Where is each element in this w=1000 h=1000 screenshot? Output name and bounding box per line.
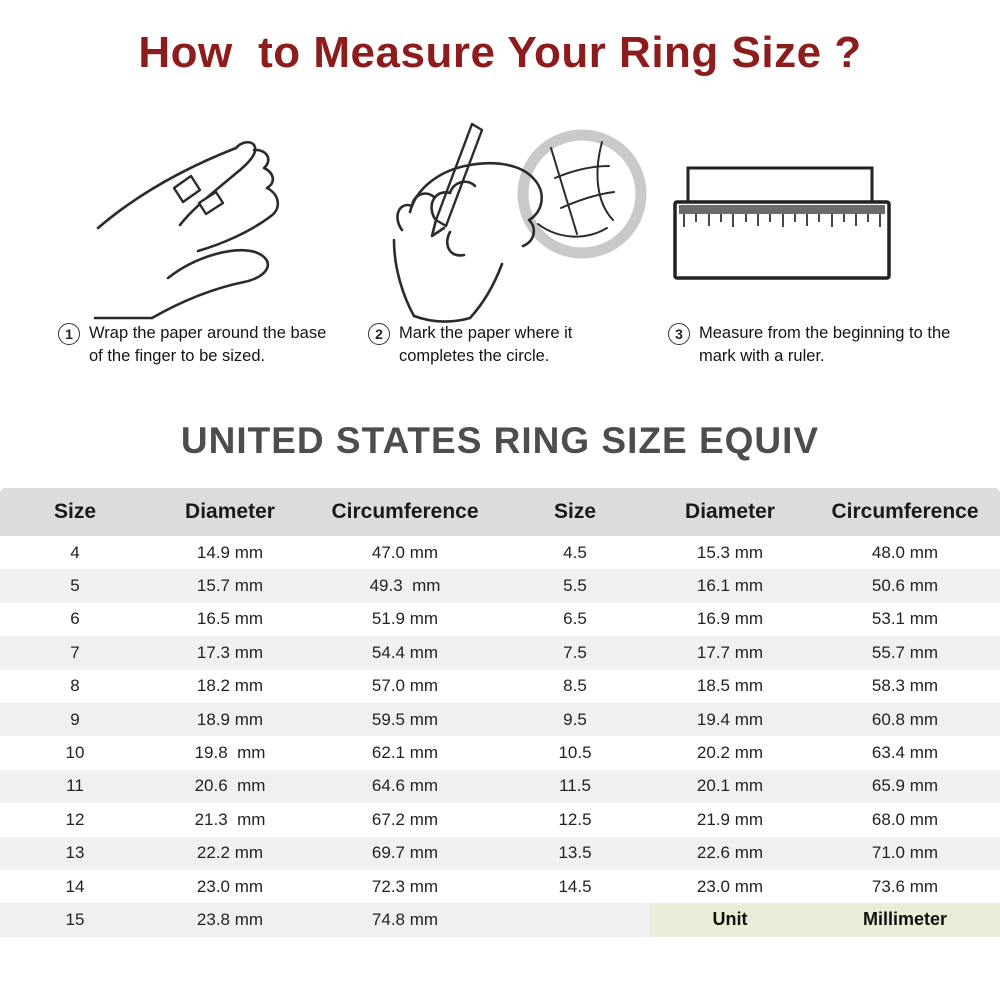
table-cell: 23.8 mm [196,909,264,929]
ring-size-table-body [0,536,1000,937]
table-cell: 55.7 mm [871,642,939,662]
table-cell: 22.2 mm [196,843,264,863]
step-3-text: Measure from the beginning to the mark with a ruler. [699,324,951,365]
table-cell: 14.9 mm [196,542,264,562]
table-cell: 16.9 mm [696,609,764,629]
unit-value-cell: Millimeter [810,903,1000,936]
table-cell: 63.4 mm [871,743,939,763]
table-cell: 60.8 mm [871,709,939,729]
table-cell: 23.0 mm [696,876,764,896]
step-3-number-badge: 3 [668,323,690,345]
step-3-caption [668,322,955,368]
table-cell: 7.5 [563,642,587,662]
page-title: How to Measure Your Ring Size ? [138,28,862,77]
table-cell: 71.0 mm [871,843,939,863]
ring-size-table-header [0,488,1000,536]
table-row [0,636,1000,669]
table-cell: 49.3 mm [369,576,441,596]
table-row [0,803,1000,836]
table-cell: 11 [66,776,84,796]
table-cell: 21.9 mm [696,809,764,829]
table-cell: 9 [70,709,80,729]
table-cell: 64.6 mm [371,776,439,796]
table-cell: 62.1 mm [371,743,439,763]
table-cell: 9.5 [563,709,587,729]
table-cell [500,903,650,936]
table-cell: 73.6 mm [871,876,939,896]
table-cell: 6 [70,609,80,629]
table-cell: 58.3 mm [871,676,939,696]
ruler-scale-band [679,205,885,214]
step-2-caption [368,322,605,368]
table-cell: 18.2 mm [196,676,264,696]
table-cell: 19.4 mm [696,709,764,729]
table-cell: 67.2 mm [371,809,439,829]
table-cell: 15.7 mm [196,576,264,596]
table-row [0,870,1000,903]
table-header-cell: Circumference [331,500,479,523]
table-row [0,569,1000,602]
table-row [0,670,1000,703]
table-cell: 59.5 mm [371,709,439,729]
table-cell: 68.0 mm [871,809,939,829]
table-cell: 23.0 mm [196,876,264,896]
table-header-cell: Size [553,500,597,523]
table-cell: 13 [65,843,85,863]
table-row [0,603,1000,636]
table-cell: 17.3 mm [196,642,264,662]
table-cell: 20.6 mm [194,776,266,796]
table-cell: 8 [70,676,80,696]
table-cell: 10 [65,743,85,763]
table-row [0,736,1000,769]
table-cell: 17.7 mm [696,642,764,662]
table-cell: 22.6 mm [696,843,764,863]
table-row [0,837,1000,870]
table-cell: 65.9 mm [871,776,939,796]
step-2-number-badge: 2 [368,323,390,345]
table-cell: 12 [65,809,85,829]
table-cell: 14.5 [558,876,592,896]
table-header-cell: Diameter [685,500,775,523]
step-2-text: Mark the paper where it completes the circle. [399,324,573,365]
table-cell: 50.6 mm [871,576,939,596]
table-cell: 13.5 [558,843,592,863]
table-cell: 11.5 [559,776,591,796]
table-cell: 69.7 mm [371,843,439,863]
table-cell: 14 [65,876,85,896]
table-cell: 72.3 mm [371,876,439,896]
table-cell: 4.5 [563,542,587,562]
table-header-cell: Size [53,500,97,523]
table-title: UNITED STATES RING SIZE EQUIV [180,420,820,461]
table-cell: 21.3 mm [194,809,266,829]
table-cell: 48.0 mm [871,542,939,562]
table-cell: 20.1 mm [696,776,764,796]
table-cell: 5 [70,576,80,596]
table-row [0,770,1000,803]
table-cell: 54.4 mm [371,642,439,662]
table-cell: 8.5 [563,676,587,696]
table-cell: 12.5 [558,809,592,829]
table-cell: 15.3 mm [696,542,764,562]
table-header-cell: Circumference [831,500,979,523]
unit-label-cell: Unit [650,903,810,936]
table-cell: 5.5 [563,576,587,596]
table-cell: 19.8 mm [194,743,266,763]
table-cell: 57.0 mm [371,676,439,696]
table-cell: 53.1 mm [871,609,939,629]
table-row [0,536,1000,569]
table-cell: 6.5 [563,609,587,629]
step-1-caption [58,322,331,368]
table-cell: 16.1 mm [696,576,764,596]
table-cell: 10.5 [558,743,592,763]
step-1-number-badge: 1 [58,323,80,345]
table-cell: 47.0 mm [371,542,439,562]
table-cell: 51.9 mm [371,609,439,629]
table-cell: 20.2 mm [696,743,764,763]
table-cell: 18.5 mm [696,676,764,696]
table-cell: 74.8 mm [371,909,439,929]
ring-size-table [0,488,1000,937]
table-cell: 4 [70,542,80,562]
table-cell: 16.5 mm [196,609,264,629]
table-row [0,903,1000,936]
table-cell: 15 [65,909,85,929]
table-row [0,703,1000,736]
table-cell: 7 [70,642,80,662]
table-cell: 18.9 mm [196,709,264,729]
table-header-cell: Diameter [185,500,275,523]
step-1-text: Wrap the paper around the base of the finger to be sized. [89,324,327,365]
